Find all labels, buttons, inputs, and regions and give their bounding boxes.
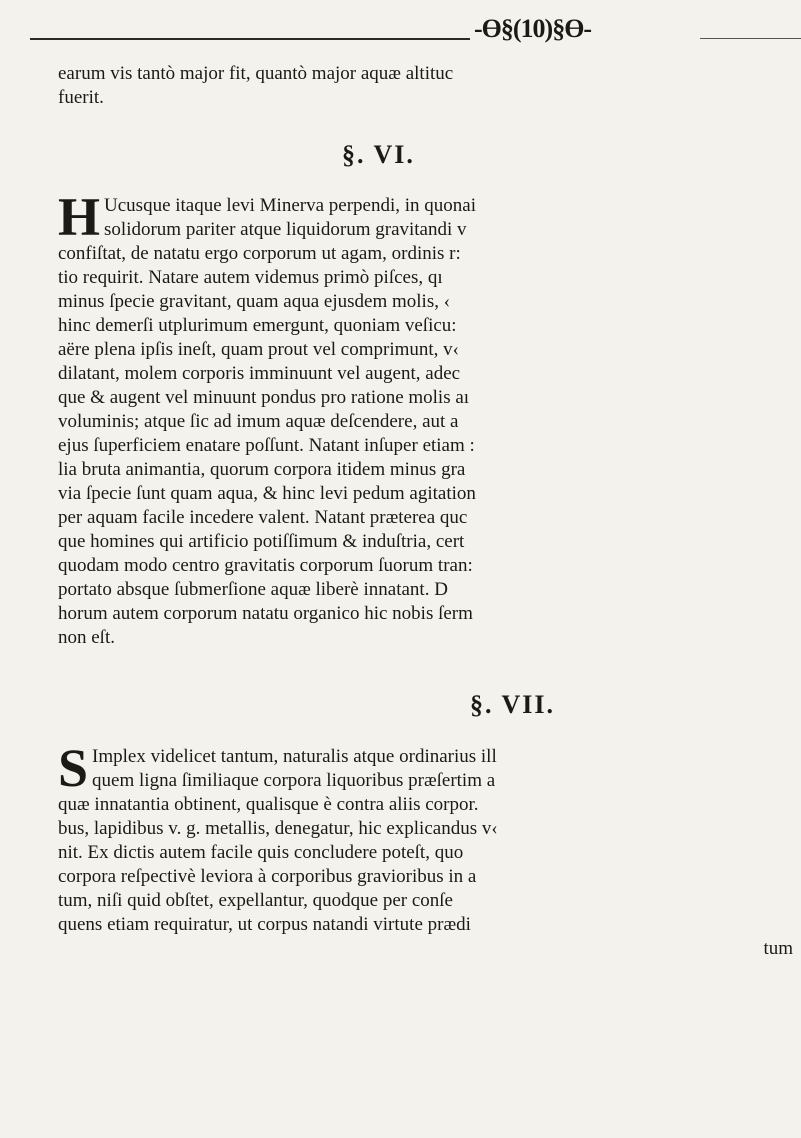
text-line: nit. Ex dictis autem facile quis concludere poteſt, quo — [58, 842, 464, 863]
section-7-body — [58, 738, 801, 961]
text-line: que & augent vel minuunt pondus pro ratione molis aı — [58, 387, 470, 408]
section-6-body — [58, 187, 801, 650]
text-line: quodam modo centro gravitatis corporum ſuorum tran: — [58, 555, 473, 576]
text-line: ejus ſuperficiem enatare poſſunt. Natant inſuper etiam : — [58, 435, 475, 456]
text-line: quem ligna ſimiliaque corpora liquoribus præſertim a — [92, 770, 496, 791]
header-rule-left — [30, 38, 470, 40]
carryover-text — [58, 62, 698, 110]
text-line: hinc demerſi utplurimum emergunt, quoniam veſicu: — [58, 315, 457, 336]
text-line: corpora reſpectivè leviora à corporibus gravioribus in a — [58, 866, 477, 887]
text-line: tio requirit. Natare autem videmus primò piſces, qı — [58, 267, 443, 288]
text-line: tum — [763, 938, 793, 959]
page-number-marker: -Ɵ§(10)§Ɵ- — [474, 14, 592, 43]
text-line: tum, niſi quid obſtet, expellantur, quodque per conſe — [58, 890, 453, 911]
text-line: earum vis tantò major fit, quantò major aquæ altituc — [58, 63, 454, 84]
drop-cap: H — [58, 187, 101, 247]
page-header — [0, 8, 801, 48]
text-line: portato absque ſubmerſione aquæ liberè innatant. D — [58, 579, 448, 600]
text-line: fuerit. — [58, 87, 104, 108]
text-line: quens etiam requiratur, ut corpus natandi virtute prædi — [58, 914, 471, 935]
text-line: via ſpecie ſunt quam aqua, & hinc levi pedum agitation — [58, 483, 476, 504]
text-line: Implex videlicet tantum, naturalis atque ordinarius ill — [92, 746, 497, 767]
text-line: lia bruta animantia, quorum corpora itidem minus gra — [58, 459, 466, 480]
section-heading-7: §. VII. — [470, 690, 556, 719]
text-line: voluminis; atque ſic ad imum aquæ deſcendere, aut a — [58, 411, 459, 432]
text-line: aëre plena ipſis ineſt, quam prout vel comprimunt, v‹ — [58, 339, 460, 360]
section-heading-6: §. VI. — [342, 140, 415, 169]
text-line: dilatant, molem corporis imminuunt vel augent, adec — [58, 363, 461, 384]
text-line: que homines qui artificio potiſſimum & induſtria, cert — [58, 531, 465, 552]
text-line: per aquam facile incedere valent. Natant præterea quc — [58, 507, 468, 528]
text-line: minus ſpecie gravitant, quam aqua ejusdem molis, ‹ — [58, 291, 451, 312]
drop-cap: S — [58, 738, 89, 798]
text-line: quæ innatantia obtinent, qualisque è contra aliis corpor. — [58, 794, 479, 815]
text-line: confiſtat, de natatu ergo corporum ut agam, ordinis r: — [58, 243, 461, 264]
header-rule-right — [700, 38, 801, 39]
text-line: non eſt. — [58, 627, 115, 648]
text-line: horum autem corporum natatu organico hic nobis ſerm — [58, 603, 473, 624]
text-line: solidorum pariter atque liquidorum gravitandi v — [104, 219, 467, 240]
text-line: Ucusque itaque levi Minerva perpendi, in quonai — [104, 195, 476, 216]
text-line: bus, lapidibus v. g. metallis, denegatur, hic explicandus v‹ — [58, 818, 498, 839]
